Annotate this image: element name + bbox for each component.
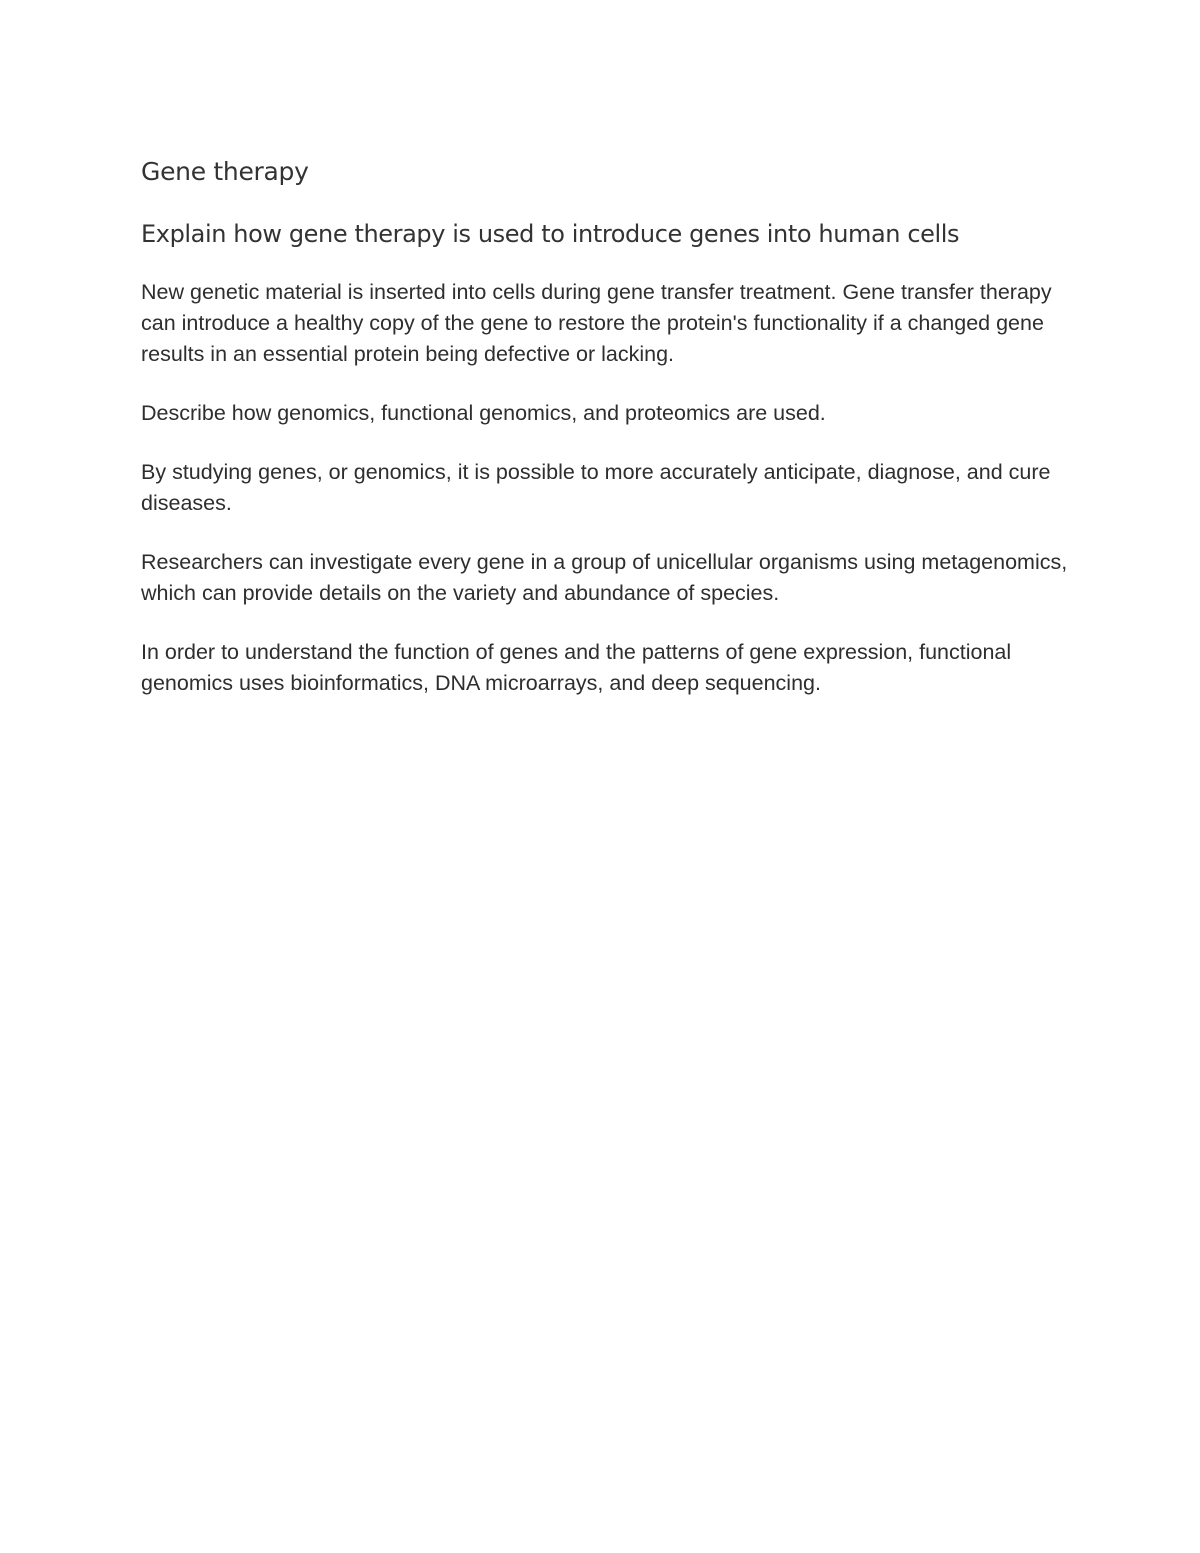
document-body: [141, 152, 1071, 699]
paragraph-genomics: By studying genes, or genomics, it is possible to more accurately anticipate, diagnose, and cure diseases.: [141, 460, 1051, 515]
paragraph-gene-transfer: New genetic material is inserted into cells during gene transfer treatment. Gene transfer therapy can introduce a healthy copy of the gene to restore the protein's functionality if a changed gene results in an essential protein being defective or lacking.: [141, 280, 1052, 366]
paragraph-metagenomics: Researchers can investigate every gene in a group of unicellular organisms using metagenomics, which can provide details on the variety and abundance of species.: [141, 550, 1068, 605]
document-title: Gene therapy: [141, 157, 309, 186]
paragraph-question-genomics: Describe how genomics, functional genomics, and proteomics are used.: [141, 401, 826, 425]
question-heading: Explain how gene therapy is used to introduce genes into human cells: [141, 220, 960, 248]
paragraph-functional-genomics: In order to understand the function of genes and the patterns of gene expression, functional genomics uses bioinformatics, DNA microarrays, and deep sequencing.: [141, 640, 1012, 695]
